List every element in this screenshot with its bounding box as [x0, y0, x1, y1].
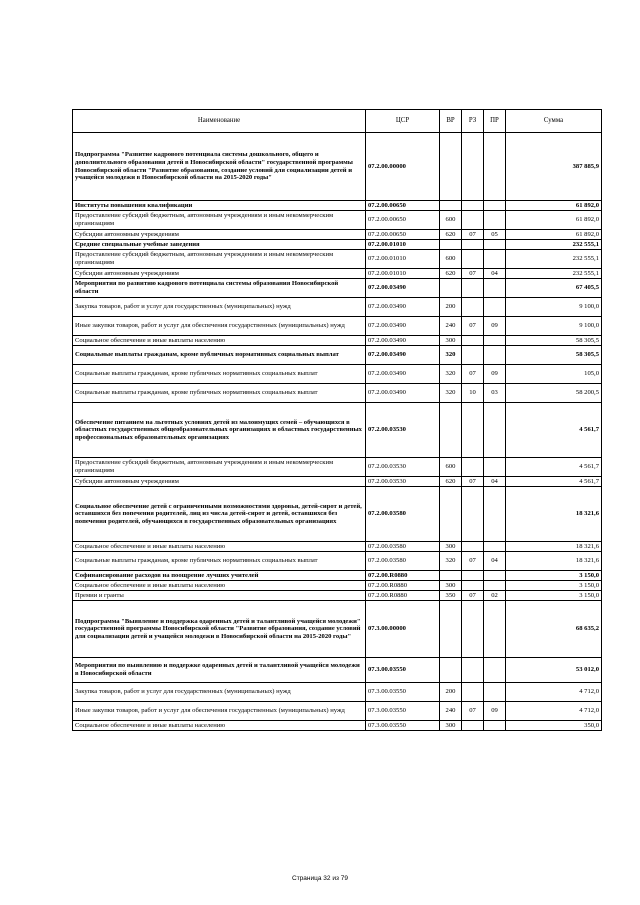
cell-pr [484, 658, 506, 683]
cell-rz: 07 [462, 317, 484, 336]
cell-vr: 600 [440, 211, 462, 230]
cell-pr [484, 201, 506, 211]
table-row [73, 346, 602, 365]
cell-name: Социальные выплаты гражданам, кроме публичных нормативных социальных выплат [73, 346, 366, 365]
cell-name: Подпрограмма "Развитие кадрового потенциала системы дошкольного, общего и дополнительного образования детей в Новосибирской области" государственной программы Новосибирской области "Развитие образования, создание условий для социализации детей и учащейся молодежи в Новосибирской области на 2015-2020 годы" [73, 133, 366, 201]
cell-sum: 387 885,9 [506, 133, 602, 201]
cell-name: Мероприятия по развитию кадрового потенциала системы образования Новосибирской области [73, 279, 366, 298]
cell-csr: 07.2.00.03530 [366, 458, 440, 477]
cell-name: Подпрограмма "Выявление и поддержка одаренных детей и талантливой учащейся молодежи" государственной программы Новосибирской области "Развитие образования, создание условий для социализации детей и учащейся молодежи в Новосибирской области на 2015-2020 годы" [73, 601, 366, 658]
cell-pr [484, 279, 506, 298]
cell-rz: 10 [462, 384, 484, 403]
cell-pr [484, 542, 506, 552]
table-row [73, 721, 602, 731]
cell-name: Средние специальные учебные заведения [73, 240, 366, 250]
cell-sum: 61 892,0 [506, 211, 602, 230]
table-row [73, 133, 602, 201]
cell-vr [440, 403, 462, 458]
cell-csr: 07.2.00.01010 [366, 250, 440, 269]
table-row [73, 477, 602, 487]
table-row [73, 279, 602, 298]
cell-vr: 240 [440, 702, 462, 721]
cell-vr [440, 658, 462, 683]
cell-csr: 07.2.00.03490 [366, 346, 440, 365]
cell-sum: 232 555,1 [506, 240, 602, 250]
table-row [73, 658, 602, 683]
cell-name: Социальное обеспечение и иные выплаты населению [73, 581, 366, 591]
header-vr: ВР [440, 110, 462, 133]
table-row [73, 702, 602, 721]
table-row [73, 317, 602, 336]
cell-rz: 07 [462, 269, 484, 279]
cell-rz [462, 542, 484, 552]
cell-sum: 3 150,0 [506, 591, 602, 601]
cell-pr [484, 581, 506, 591]
cell-rz [462, 240, 484, 250]
table-row [73, 601, 602, 658]
cell-name: Закупка товаров, работ и услуг для государственных (муниципальных) нужд [73, 298, 366, 317]
cell-sum: 58 200,5 [506, 384, 602, 403]
cell-sum: 9 100,0 [506, 317, 602, 336]
cell-sum: 350,0 [506, 721, 602, 731]
cell-pr [484, 211, 506, 230]
cell-vr: 300 [440, 581, 462, 591]
table-row [73, 581, 602, 591]
cell-pr [484, 458, 506, 477]
cell-vr [440, 487, 462, 542]
header-csr: ЦСР [366, 110, 440, 133]
table-row [73, 211, 602, 230]
cell-rz [462, 658, 484, 683]
cell-vr: 320 [440, 365, 462, 384]
cell-csr: 07.2.00.00650 [366, 230, 440, 240]
cell-csr: 07.2.00.00650 [366, 201, 440, 211]
cell-vr: 600 [440, 458, 462, 477]
cell-rz: 07 [462, 365, 484, 384]
cell-csr: 07.2.00.03530 [366, 477, 440, 487]
cell-name: Премии и гранты [73, 591, 366, 601]
cell-csr: 07.2.00.00650 [366, 211, 440, 230]
cell-pr [484, 601, 506, 658]
cell-sum: 3 150,0 [506, 571, 602, 581]
cell-rz: 07 [462, 230, 484, 240]
cell-pr [484, 336, 506, 346]
cell-name: Иные закупки товаров, работ и услуг для обеспечения государственных (муниципальных) нужд [73, 702, 366, 721]
cell-rz [462, 250, 484, 269]
table-row [73, 230, 602, 240]
cell-sum: 18 321,6 [506, 552, 602, 571]
cell-sum: 3 150,0 [506, 581, 602, 591]
cell-sum: 67 405,5 [506, 279, 602, 298]
cell-pr [484, 133, 506, 201]
table-row [73, 269, 602, 279]
cell-csr: 07.2.00.00000 [366, 133, 440, 201]
cell-csr: 07.2.00.03490 [366, 317, 440, 336]
table-row [73, 298, 602, 317]
cell-sum: 53 012,0 [506, 658, 602, 683]
cell-name: Социальные выплаты гражданам, кроме публичных нормативных социальных выплат [73, 384, 366, 403]
cell-vr: 240 [440, 317, 462, 336]
cell-pr: 04 [484, 552, 506, 571]
cell-csr: 07.3.00.00000 [366, 601, 440, 658]
cell-vr: 200 [440, 683, 462, 702]
cell-vr: 300 [440, 336, 462, 346]
cell-vr [440, 571, 462, 581]
cell-name: Субсидии автономным учреждениям [73, 230, 366, 240]
cell-name: Предоставление субсидий бюджетным, автономным учреждениям и иным некоммерческим организациям [73, 250, 366, 269]
cell-name: Институты повышения квалификации [73, 201, 366, 211]
cell-csr: 07.2.00.03580 [366, 487, 440, 542]
cell-sum: 9 100,0 [506, 298, 602, 317]
cell-pr: 05 [484, 230, 506, 240]
cell-csr: 07.2.00.03580 [366, 542, 440, 552]
cell-rz [462, 211, 484, 230]
cell-rz: 07 [462, 477, 484, 487]
table-row [73, 552, 602, 571]
cell-rz [462, 279, 484, 298]
cell-csr: 07.2.00.03490 [366, 336, 440, 346]
cell-rz: 07 [462, 552, 484, 571]
cell-sum: 105,0 [506, 365, 602, 384]
cell-rz [462, 581, 484, 591]
cell-pr: 04 [484, 269, 506, 279]
cell-sum: 4 561,7 [506, 477, 602, 487]
cell-sum: 61 892,0 [506, 201, 602, 211]
cell-sum: 58 305,5 [506, 336, 602, 346]
cell-sum: 232 555,1 [506, 250, 602, 269]
cell-vr: 620 [440, 477, 462, 487]
cell-name: Социальное обеспечение детей с ограниченными возможностями здоровья, детей-сирот и детей, оставшихся без попечения родителей, лиц из числа детей-сирот и детей, оставшихся без попечения родителей, обучающихся в государственных образовательных организациях [73, 487, 366, 542]
cell-name: Обеспечение питанием на льготных условиях детей из малоимущих семей – обучающихся в областных государственных общеобразовательных организациях и областных государственных профессиональных образовательных организациях [73, 403, 366, 458]
cell-sum: 61 892,0 [506, 230, 602, 240]
table-row [73, 240, 602, 250]
cell-vr [440, 201, 462, 211]
cell-vr [440, 279, 462, 298]
cell-vr: 320 [440, 384, 462, 403]
cell-pr [484, 250, 506, 269]
cell-vr: 620 [440, 230, 462, 240]
cell-sum: 68 635,2 [506, 601, 602, 658]
cell-csr: 07.2.00.R0880 [366, 571, 440, 581]
cell-sum: 4 561,7 [506, 403, 602, 458]
cell-csr: 07.2.00.R0880 [366, 591, 440, 601]
cell-sum: 4 561,7 [506, 458, 602, 477]
cell-vr: 200 [440, 298, 462, 317]
cell-pr [484, 403, 506, 458]
header-rz: РЗ [462, 110, 484, 133]
cell-name: Софинансирование расходов на поощрение лучших учителей [73, 571, 366, 581]
table-row [73, 336, 602, 346]
table-row [73, 250, 602, 269]
table-row [73, 683, 602, 702]
cell-sum: 4 712,0 [506, 702, 602, 721]
page-number: Страница 32 из 79 [292, 875, 348, 882]
cell-pr [484, 240, 506, 250]
cell-vr: 320 [440, 346, 462, 365]
table-row [73, 591, 602, 601]
cell-rz [462, 133, 484, 201]
cell-rz [462, 571, 484, 581]
cell-rz [462, 601, 484, 658]
cell-pr [484, 487, 506, 542]
cell-name: Субсидии автономным учреждениям [73, 477, 366, 487]
cell-pr [484, 346, 506, 365]
cell-pr [484, 571, 506, 581]
cell-rz [462, 487, 484, 542]
cell-csr: 07.2.00.03490 [366, 365, 440, 384]
cell-vr: 600 [440, 250, 462, 269]
cell-vr [440, 601, 462, 658]
cell-rz [462, 683, 484, 702]
cell-rz: 07 [462, 702, 484, 721]
cell-pr [484, 683, 506, 702]
cell-vr: 350 [440, 591, 462, 601]
cell-rz [462, 336, 484, 346]
cell-name: Социальные выплаты гражданам, кроме публичных нормативных социальных выплат [73, 552, 366, 571]
cell-name: Субсидии автономным учреждениям [73, 269, 366, 279]
budget-table [72, 109, 602, 731]
cell-pr: 03 [484, 384, 506, 403]
header-sum: Сумма [506, 110, 602, 133]
cell-rz [462, 403, 484, 458]
cell-sum: 58 305,5 [506, 346, 602, 365]
cell-vr: 300 [440, 721, 462, 731]
cell-rz [462, 298, 484, 317]
cell-pr: 02 [484, 591, 506, 601]
cell-pr: 09 [484, 365, 506, 384]
cell-csr: 07.2.00.03490 [366, 279, 440, 298]
cell-name: Закупка товаров, работ и услуг для государственных (муниципальных) нужд [73, 683, 366, 702]
cell-name: Социальное обеспечение и иные выплаты населению [73, 336, 366, 346]
table-row [73, 458, 602, 477]
cell-pr: 04 [484, 477, 506, 487]
cell-name: Предоставление субсидий бюджетным, автономным учреждениям и иным некоммерческим организациям [73, 458, 366, 477]
cell-csr: 07.2.00.03530 [366, 403, 440, 458]
cell-csr: 07.2.00.01010 [366, 269, 440, 279]
cell-pr [484, 721, 506, 731]
cell-csr: 07.2.00.03490 [366, 384, 440, 403]
cell-vr: 300 [440, 542, 462, 552]
cell-csr: 07.2.00.03490 [366, 298, 440, 317]
cell-csr: 07.3.00.03550 [366, 702, 440, 721]
table-body [73, 133, 602, 731]
cell-name: Иные закупки товаров, работ и услуг для обеспечения государственных (муниципальных) нужд [73, 317, 366, 336]
cell-csr: 07.2.00.R0880 [366, 581, 440, 591]
header-pr: ПР [484, 110, 506, 133]
cell-rz [462, 721, 484, 731]
cell-pr [484, 298, 506, 317]
table-row [73, 201, 602, 211]
table-row [73, 365, 602, 384]
cell-rz [462, 346, 484, 365]
cell-vr [440, 240, 462, 250]
cell-sum: 18 321,6 [506, 542, 602, 552]
cell-csr: 07.2.00.01010 [366, 240, 440, 250]
table-row [73, 571, 602, 581]
cell-vr [440, 133, 462, 201]
table-row [73, 487, 602, 542]
cell-name: Социальное обеспечение и иные выплаты населению [73, 721, 366, 731]
cell-pr: 09 [484, 702, 506, 721]
cell-name: Социальные выплаты гражданам, кроме публичных нормативных социальных выплат [73, 365, 366, 384]
cell-rz [462, 458, 484, 477]
cell-name: Социальное обеспечение и иные выплаты населению [73, 542, 366, 552]
cell-vr: 320 [440, 552, 462, 571]
cell-sum: 18 321,6 [506, 487, 602, 542]
cell-csr: 07.3.00.03550 [366, 721, 440, 731]
table-row [73, 403, 602, 458]
cell-csr: 07.2.00.03580 [366, 552, 440, 571]
cell-rz [462, 201, 484, 211]
header-name: Наименование [73, 110, 366, 133]
cell-pr: 09 [484, 317, 506, 336]
table-row [73, 384, 602, 403]
cell-sum: 232 555,1 [506, 269, 602, 279]
cell-csr: 07.3.00.03550 [366, 683, 440, 702]
table-row [73, 542, 602, 552]
cell-vr: 620 [440, 269, 462, 279]
cell-name: Мероприятия по выявлению и поддержке одаренных детей и талантливой учащейся молодежи в Новосибирской области [73, 658, 366, 683]
table-header-row [73, 110, 602, 133]
cell-sum: 4 712,0 [506, 683, 602, 702]
cell-csr: 07.3.00.03550 [366, 658, 440, 683]
cell-name: Предоставление субсидий бюджетным, автономным учреждениям и иным некоммерческим организациям [73, 211, 366, 230]
cell-rz: 07 [462, 591, 484, 601]
